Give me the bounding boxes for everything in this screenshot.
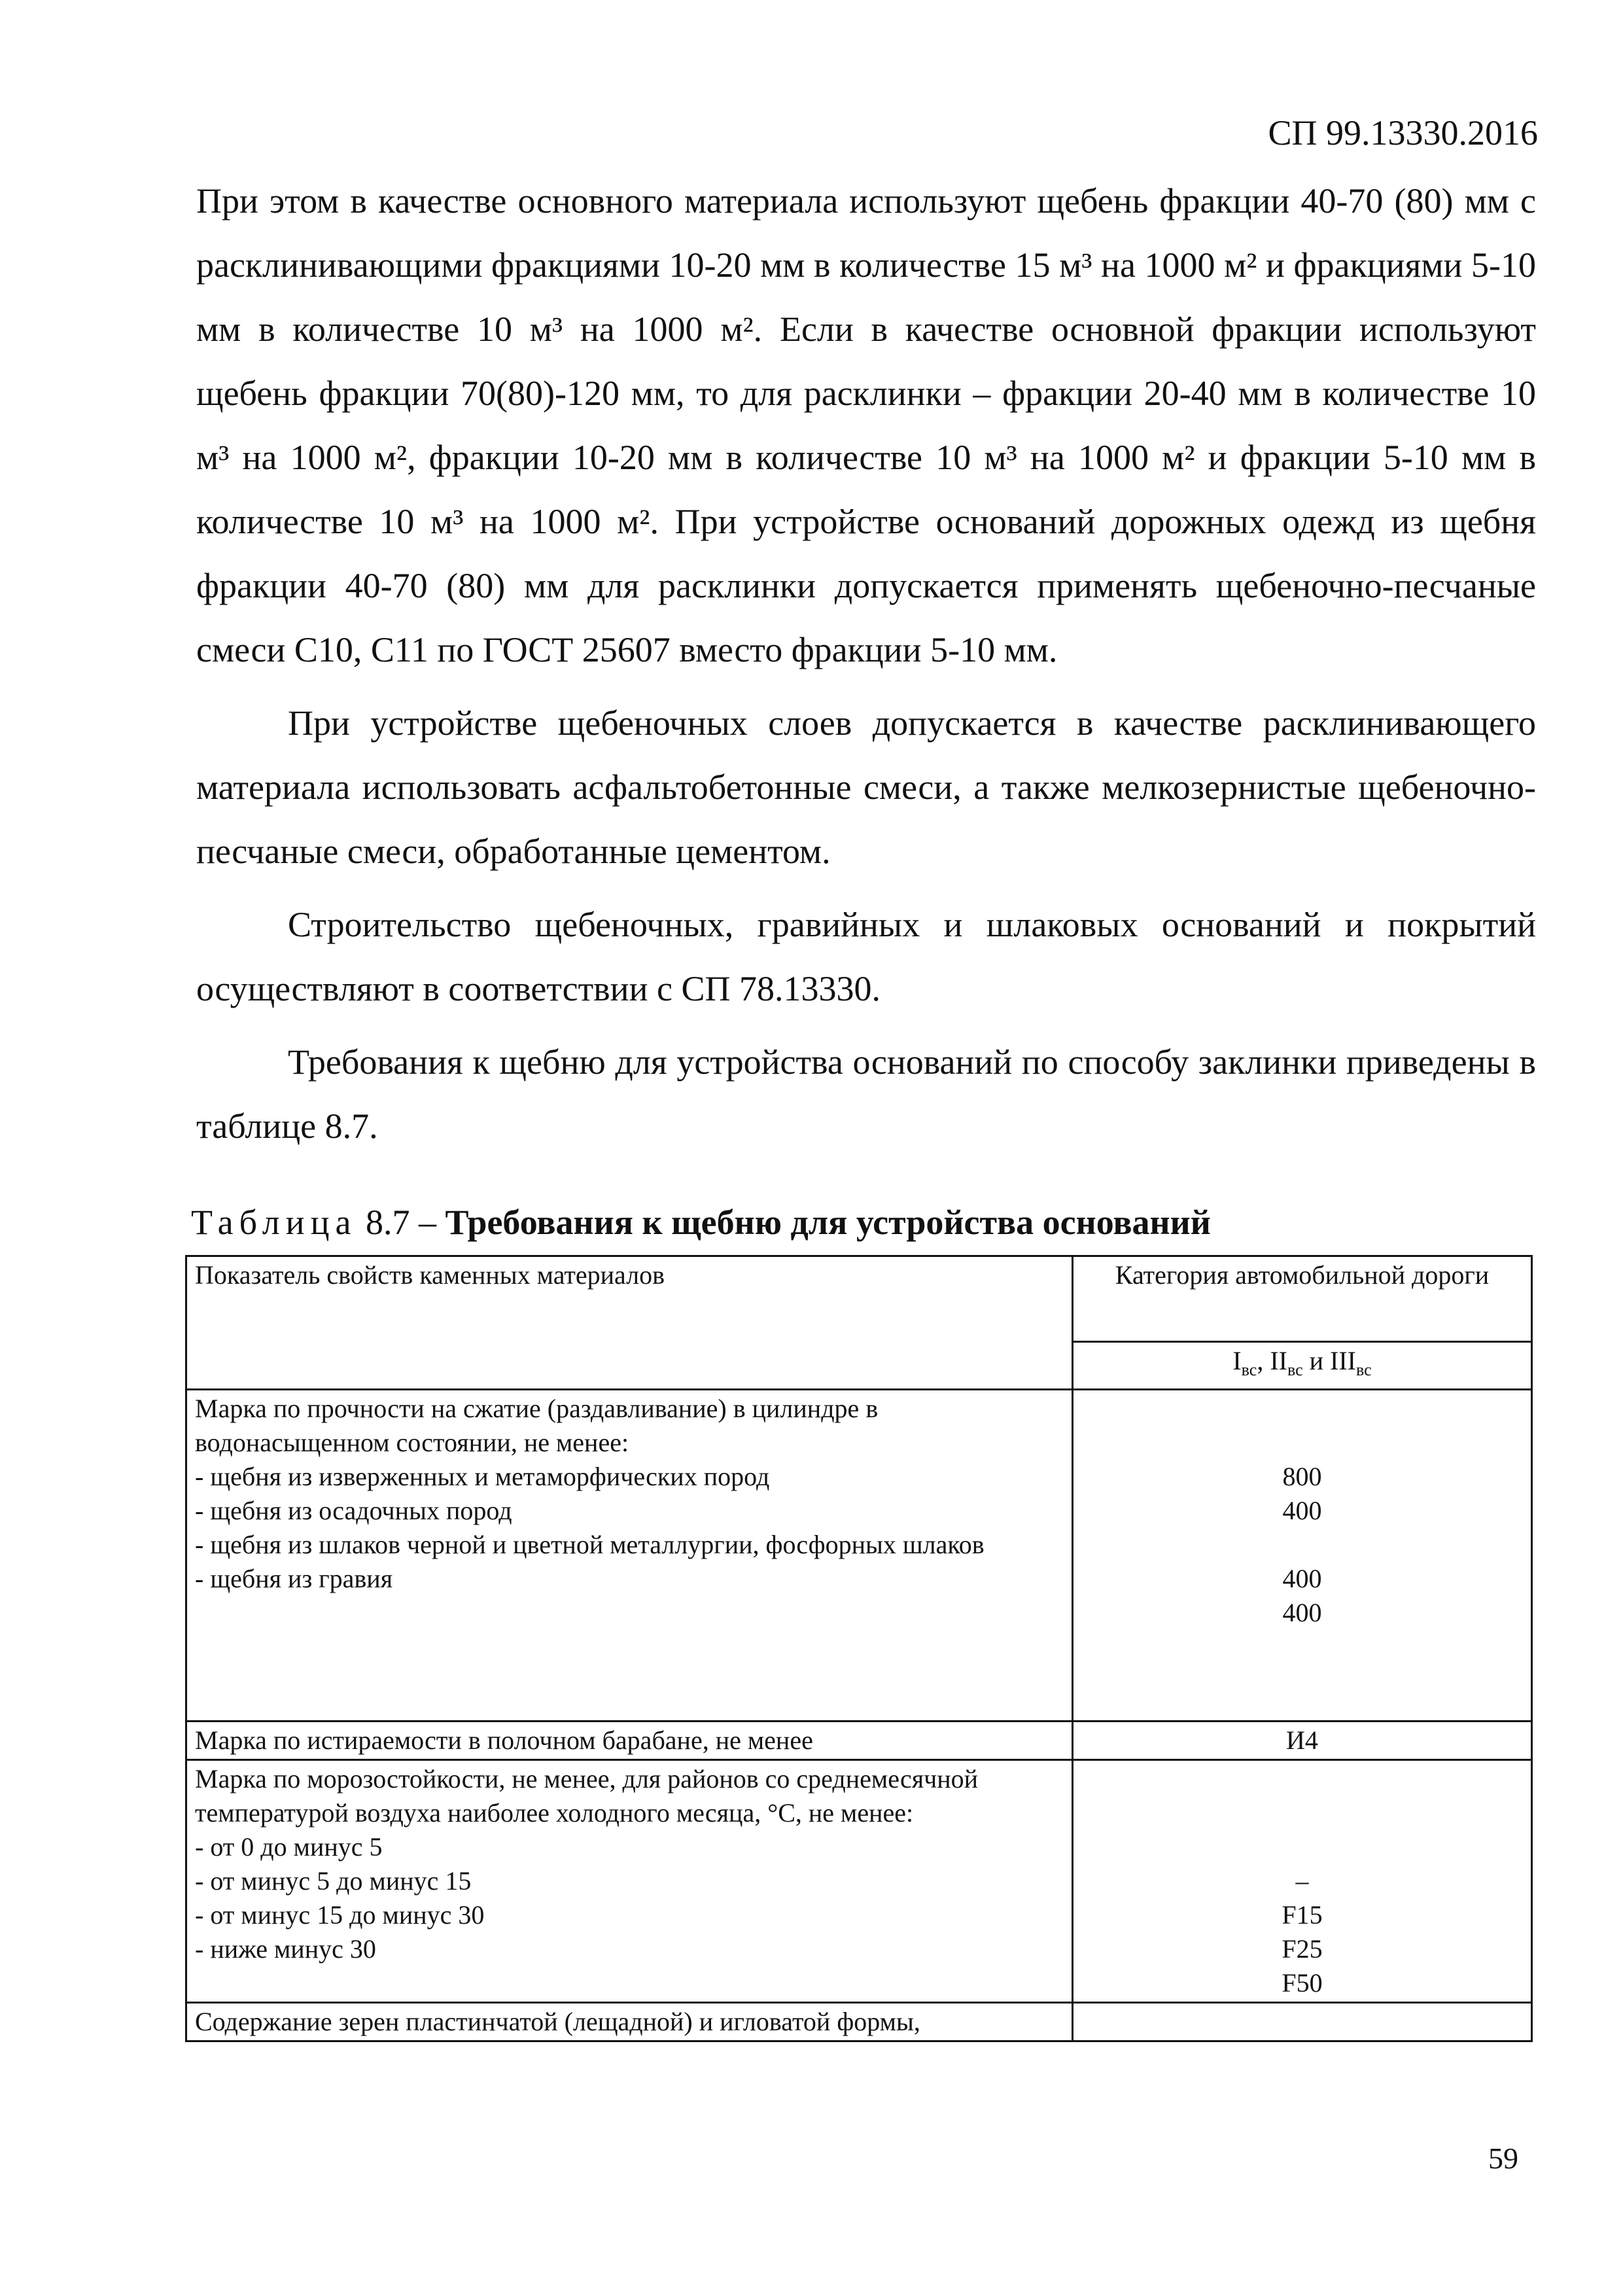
strength-value: 400 <box>1282 1564 1322 1593</box>
frost-item: - от минус 15 до минус 30 <box>195 1900 485 1930</box>
table-caption-label: Таблица <box>191 1203 357 1242</box>
paragraph-3: Строительство щебеночных, гравийных и шлаковых оснований и покрытий осуществляют в соответствии с СП 78.13330. <box>196 905 1536 1008</box>
table-header-row <box>186 1256 1532 1342</box>
category-2: II <box>1270 1346 1287 1375</box>
table-caption <box>191 1202 1211 1243</box>
row-abrasion-value: И4 <box>1073 1722 1532 1760</box>
strength-value: 800 <box>1282 1462 1322 1491</box>
table-row <box>186 1390 1532 1722</box>
strength-value: 400 <box>1282 1598 1322 1627</box>
requirements-table <box>185 1255 1533 2042</box>
frost-value: F50 <box>1282 1968 1323 1998</box>
frost-item: - ниже минус 30 <box>195 1934 376 1964</box>
header-property: Показатель свойств каменных материалов <box>186 1256 1073 1390</box>
header-categories <box>1073 1342 1532 1390</box>
table-row <box>186 2003 1532 2041</box>
category-1-sub: вс <box>1241 1360 1257 1379</box>
row-strength-label <box>186 1390 1073 1722</box>
category-2-sub: вс <box>1287 1360 1303 1379</box>
strength-item: - щебня из шлаков черной и цветной металлургии, фосфорных шлаков <box>195 1530 985 1559</box>
paragraph-1: При этом в качестве основного материала используют щебень фракции 40-70 (80) мм с расклинивающими фракциями 10-20 мм в количестве 15 м³ на 1000 м² и фракциями 5-10 мм в количестве 10 м³ на 1000 м². Если в качестве основной фракции используют щебень фракции 70(80)-120 мм, то для расклинки – фракции 20-40 мм в количестве 10 м³ на 1000 м², фракции 10-20 мм в количестве 10 м³ на 1000 м² и фракции 5-10 мм в количестве 10 м³ на 1000 м². При устройстве оснований дорожных одежд из щебня фракции 40-70 (80) мм для расклинки допускается применять щебеночно-песчаные смеси С10, С11 по ГОСТ 25607 вместо фракции 5-10 мм. <box>196 181 1536 669</box>
category-1: I <box>1232 1346 1242 1375</box>
frost-item: - от минус 5 до минус 15 <box>195 1866 472 1896</box>
document-code: СП 99.13330.2016 <box>1268 113 1538 152</box>
table-caption-title: Требования к щебню для устройства оснований <box>445 1203 1211 1242</box>
category-3-sub: вс <box>1356 1360 1372 1379</box>
paragraph-2: При устройстве щебеночных слоев допускается в качестве расклинивающего материала использовать асфальтобетонные смеси, а также мелкозернистые щебеночно-песчаные смеси, обработанные цементом. <box>196 703 1536 871</box>
page-number: 59 <box>1488 2142 1518 2175</box>
row-shape-label: Содержание зерен пластинчатой (лещадной) и игловатой формы, <box>186 2003 1073 2041</box>
strength-intro: Марка по прочности на сжатие (раздавливание) в цилиндре в водонасыщенном состоянии, не менее: <box>195 1394 879 1457</box>
frost-value: F25 <box>1282 1934 1323 1964</box>
row-strength-values <box>1073 1390 1532 1722</box>
body-text <box>196 169 1536 1158</box>
category-sep-2: и <box>1302 1346 1331 1375</box>
strength-item: - щебня из осадочных пород <box>195 1496 512 1525</box>
frost-value: – <box>1295 1866 1309 1896</box>
category-sep-1: , <box>1257 1346 1270 1375</box>
strength-item: - щебня из гравия <box>195 1564 393 1593</box>
row-abrasion-label: Марка по истираемости в полочном барабане, не менее <box>186 1722 1073 1760</box>
row-frost-values <box>1073 1760 1532 2003</box>
category-3: III <box>1330 1346 1356 1375</box>
row-frost-label <box>186 1760 1073 2003</box>
strength-item: - щебня из изверженных и метаморфических пород <box>195 1462 770 1491</box>
table-caption-number: 8.7 <box>365 1203 410 1242</box>
row-shape-value <box>1073 2003 1532 2041</box>
table-caption-dash: – <box>410 1203 445 1242</box>
table-row <box>186 1722 1532 1760</box>
frost-value: F15 <box>1282 1900 1323 1930</box>
frost-intro: Марка по морозостойкости, не менее, для районов со среднемесячной температурой воздуха наиболее холодного месяца, °С, не менее: <box>195 1764 979 1828</box>
table-row <box>186 1760 1532 2003</box>
header-road-category: Категория автомобильной дороги <box>1073 1256 1532 1342</box>
frost-item: - от 0 до минус 5 <box>195 1832 383 1862</box>
paragraph-4: Требования к щебню для устройства оснований по способу заклинки приведены в таблице 8.7. <box>196 1042 1536 1146</box>
strength-value: 400 <box>1282 1496 1322 1525</box>
